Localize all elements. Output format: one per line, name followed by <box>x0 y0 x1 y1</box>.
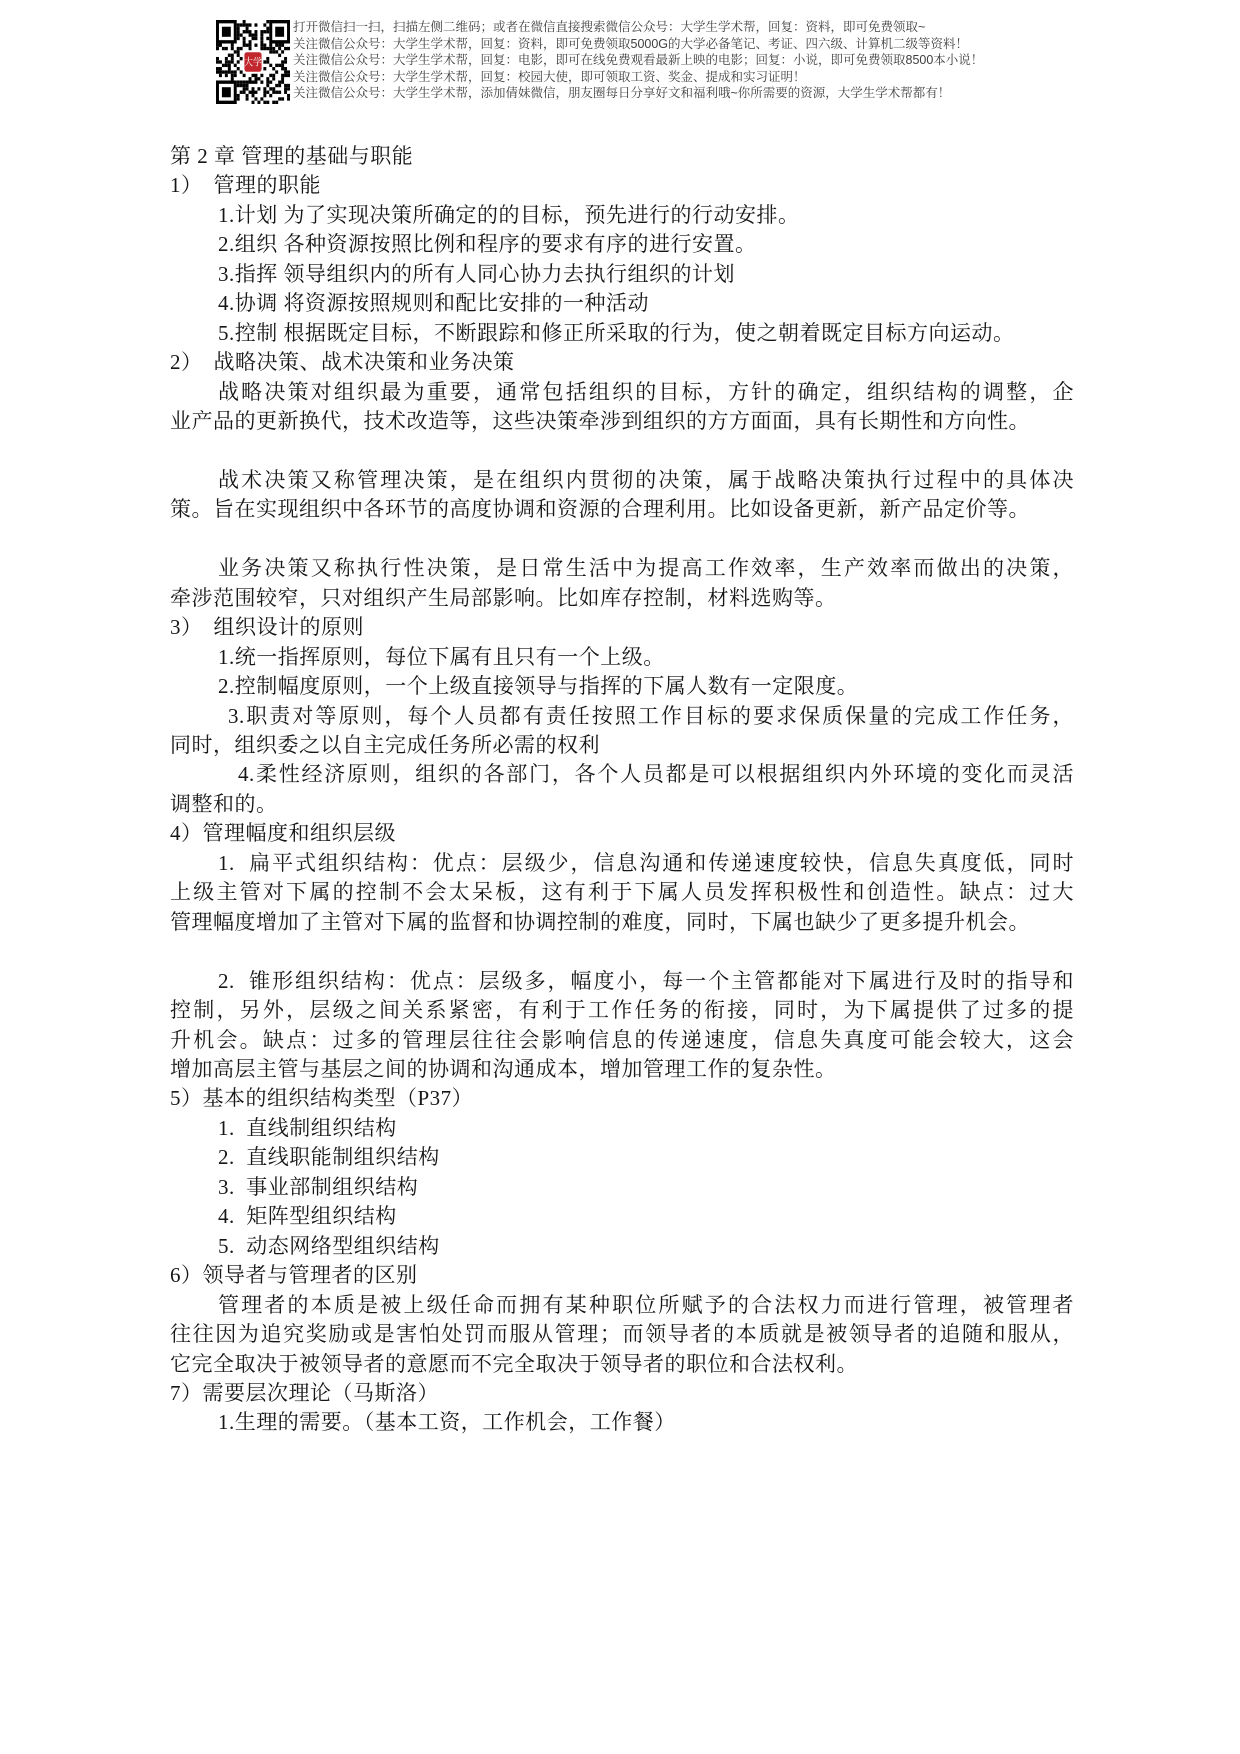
text-line: 3.指挥 领导组织内的所有人同心协力去执行组织的计划 <box>218 261 735 286</box>
text-line: 它完全取决于被领导者的意愿而不完全取决于领导者的职位和合法权利。 <box>170 1351 858 1376</box>
text-line: 5. 动态网络型组织结构 <box>218 1233 440 1258</box>
text-line: 3） 组织设计的原则 <box>170 615 364 640</box>
promo-text-block <box>293 19 1033 102</box>
text-line: 战术决策又称管理决策，是在组织内贯彻的决策，属于战略决策执行过程中的具体决 <box>218 467 1074 492</box>
text-line: 策。旨在实现组织中各环节的高度协调和资源的合理利用。比如设备更新，新产品定价等。 <box>170 497 1030 522</box>
text-line: 2. 锥形组织结构：优点：层级多，幅度小，每一个主管都能对下属进行及时的指导和 <box>218 968 1074 993</box>
text-line: 1.生理的需要。（基本工资，工作机会，工作餐） <box>218 1410 676 1435</box>
blank-line <box>170 437 1074 466</box>
promo-line: 打开微信扫一扫，扫描左侧二维码；或者在微信直接搜索微信公众号：大学生学术帮，回复：资料，即可免费领取~ <box>293 20 926 34</box>
text-line: 1. 扁平式组织结构：优点：层级少，信息沟通和传递速度较快，信息失真度低，同时 <box>218 850 1074 875</box>
text-line: 2.控制幅度原则，一个上级直接领导与指挥的下属人数有一定限度。 <box>218 674 859 699</box>
blank-line <box>170 937 1074 966</box>
text-line: 业务决策又称执行性决策，是日常生活中为提高工作效率，生产效率而做出的决策， <box>218 556 1074 581</box>
text-line: 4）管理幅度和组织层级 <box>170 821 396 846</box>
document-body <box>170 142 1074 1438</box>
text-line: 增加高层主管与基层之间的协调和沟通成本，增加管理工作的复杂性。 <box>170 1057 837 1081</box>
text-line: 4. 矩阵型组织结构 <box>218 1204 397 1229</box>
text-line: 2） 战略决策、战术决策和业务决策 <box>170 350 515 375</box>
text-line: 7）需要层次理论（马斯洛） <box>170 1380 439 1405</box>
blank-line <box>170 525 1074 554</box>
text-line: 1.计划 为了实现决策所确定的的目标，预先进行的行动安排。 <box>218 202 800 227</box>
text-line: 同时，组织委之以自主完成任务所必需的权利 <box>170 733 600 758</box>
qr-logo-text: 大学 <box>244 57 262 69</box>
qr-code <box>216 20 290 104</box>
promo-line: 关注微信公众号：大学生学术帮，回复：电影，即可在线免费观看最新上映的电影；回复：小说，即可免费领取8500本小说！ <box>293 53 984 68</box>
text-line: 管理幅度增加了主管对下属的监督和协调控制的难度，同时，下属也缺少了更多提升机会。 <box>170 909 1030 934</box>
text-line: 4.柔性经济原则，组织的各部门，各个人员都是可以根据组织内外环境的变化而灵活 <box>238 762 1074 787</box>
text-line: 2. 直线职能制组织结构 <box>218 1145 440 1170</box>
text-line: 升机会。缺点：过多的管理层往往会影响信息的传递速度，信息失真度可能会较大，这会 <box>170 1027 1074 1052</box>
text-line: 管理者的本质是被上级任命而拥有某种职位所赋予的合法权力而进行管理，被管理者 <box>218 1292 1074 1317</box>
promo-line: 关注微信公众号：大学生学术帮，回复：资料，即可免费领取5000G的大学必备笔记、考证、四六级、计算机二级等资料！ <box>293 36 969 51</box>
text-line: 第 2 章 管理的基础与职能 <box>170 144 414 168</box>
text-line: 控制，另外，层级之间关系紧密，有利于工作任务的衔接，同时，为下属提供了过多的提 <box>170 998 1074 1023</box>
text-line: 1.统一指挥原则，每位下属有且只有一个上级。 <box>218 644 665 669</box>
promo-line: 关注微信公众号：大学生学术帮，回复：校园大使，即可领取工资、奖金、提成和实习证明！ <box>293 69 806 84</box>
text-line: 上级主管对下属的控制不会太呆板，这有利于下属人员发挥积极性和创造性。缺点：过大 <box>170 880 1074 905</box>
text-line: 业产品的更新换代，技术改造等，这些决策牵涉到组织的方方面面，具有长期性和方向性。 <box>170 409 1030 434</box>
promo-line: 关注微信公众号：大学生学术帮，添加倩妹微信，朋友圈每日分享好文和福利哦~你所需要的资源，大学生学术帮都有！ <box>293 86 951 101</box>
text-line: 牵涉范围较窄，只对组织产生局部影响。比如库存控制，材料选购等。 <box>170 585 837 610</box>
text-line: 5.控制 根据既定目标，不断跟踪和修正所采取的行为，使之朝着既定目标方向运动。 <box>218 320 1015 345</box>
text-line: 3.职责对等原则，每个人员都有责任按照工作目标的要求保质保量的完成工作任务， <box>228 703 1074 728</box>
qr-code-image <box>216 20 290 104</box>
text-line: 5）基本的组织结构类型（P37） <box>170 1086 474 1111</box>
text-line: 6）领导者与管理者的区别 <box>170 1263 418 1288</box>
text-line: 调整和的。 <box>170 791 278 816</box>
text-line: 往往因为追究奖励或是害怕处罚而服从管理；而领导者的本质就是被领导者的追随和服从， <box>170 1322 1074 1347</box>
text-line: 1. 直线制组织结构 <box>218 1115 397 1140</box>
text-line: 1） 管理的职能 <box>170 173 321 198</box>
text-line: 3. 事业部制组织结构 <box>218 1174 419 1199</box>
promo-header <box>0 0 1240 115</box>
text-line: 战略决策对组织最为重要，通常包括组织的目标，方针的确定，组织结构的调整，企 <box>218 379 1074 404</box>
text-line: 2.组织 各种资源按照比例和程序的要求有序的进行安置。 <box>218 232 757 257</box>
text-line: 4.协调 将资源按照规则和配比安排的一种活动 <box>218 291 649 316</box>
